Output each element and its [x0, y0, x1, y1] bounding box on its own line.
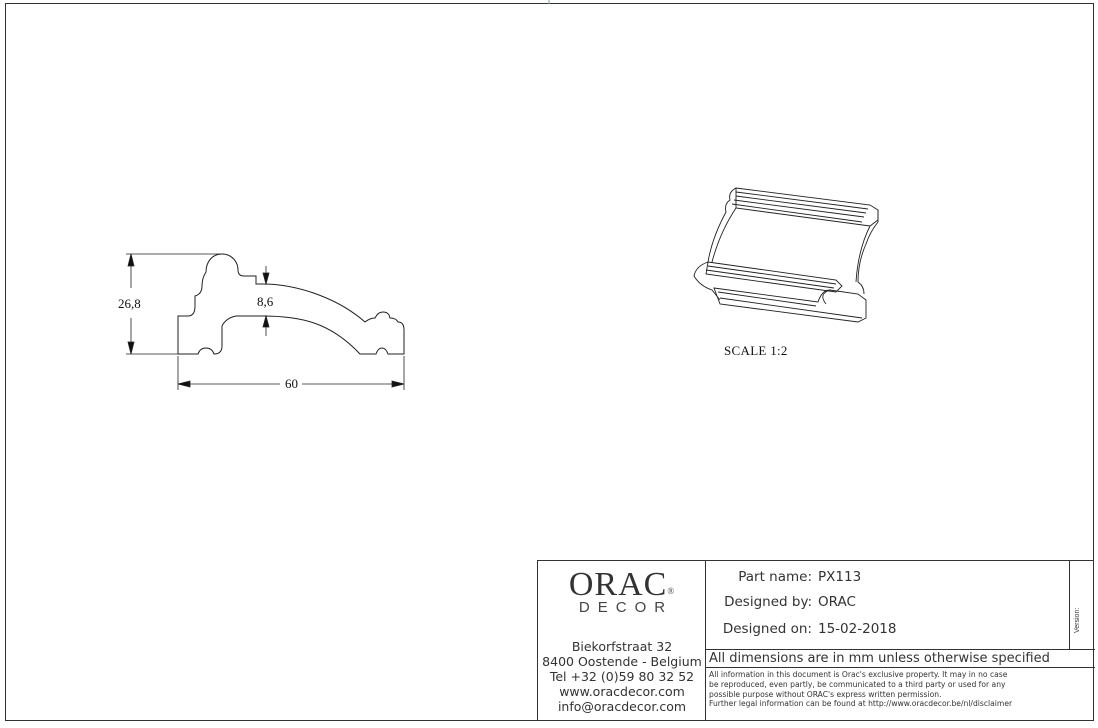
iso-lower-line-1: [708, 266, 836, 284]
height-arrow-top: [128, 254, 134, 266]
designed-on-label: Designed on:: [722, 621, 812, 637]
iso-lower-line-2: [706, 270, 834, 288]
part-name-row: [706, 569, 1070, 594]
part-info: [706, 561, 1070, 649]
designed-by-row: [706, 594, 1070, 619]
iso-bottom-band: [714, 288, 866, 322]
address-email: info@oracdecor.com: [557, 699, 687, 714]
iso-top-line-1: [736, 192, 868, 209]
logo-sub: DECOR: [578, 599, 674, 616]
iso-top-line-3: [734, 200, 864, 217]
iso-left-end: [694, 188, 736, 300]
registered-mark: ®: [667, 586, 676, 596]
legal-line: Further legal information can be found at http://www.oracdecor.be/nl/disclaimer: [709, 699, 1013, 709]
width-arrow-left: [178, 381, 190, 387]
profile-section: [178, 254, 404, 354]
company-address: [538, 639, 706, 714]
orac-decor-logo: [538, 565, 706, 616]
isometric-view: [694, 188, 878, 322]
legal-line: possible purpose without ORAC's express written permission.: [709, 689, 942, 699]
legal-line: be reproduced, even partly, be communicated to a third party or used for any: [709, 679, 1006, 689]
depth-label: 8,6: [257, 294, 274, 309]
logo-main-text: ORAC: [568, 566, 668, 603]
version-label: Version:: [1074, 607, 1081, 633]
designed-on-value: 15-02-2018: [818, 621, 897, 637]
designed-on-row: [706, 621, 1070, 646]
iso-bottom-line-1: [718, 292, 816, 306]
depth-arrow-bottom: [263, 316, 269, 327]
width-arrow-right: [392, 381, 404, 387]
height-label: 26,8: [118, 296, 141, 311]
legal-line: All information in this document is Orac's exclusive property. It may in no case: [709, 670, 1008, 679]
legal-notice: [709, 670, 1093, 709]
iso-top-line-4: [732, 204, 862, 222]
designed-by-label: Designed by:: [724, 594, 812, 610]
iso-top-band: [736, 188, 878, 226]
iso-lower-band: [706, 262, 842, 292]
part-name-value: PX113: [818, 569, 862, 585]
address-street: Biekorfstraat 32: [571, 639, 673, 654]
version-cell: [1070, 561, 1095, 649]
address-phone: Tel +32 (0)59 80 32 52: [549, 669, 695, 684]
depth-arrow-top: [263, 273, 269, 284]
height-arrow-bottom: [128, 342, 134, 354]
address-web: www.oracdecor.com: [559, 684, 685, 699]
iso-bottom-line-2: [720, 298, 862, 318]
profile-outline: [178, 254, 404, 354]
width-label: 60: [285, 376, 298, 391]
designed-by-value: ORAC: [818, 594, 856, 610]
dimensions-note: All dimensions are in mm unless otherwise specified: [706, 649, 1095, 668]
title-block: [537, 560, 1094, 721]
address-city: 8400 Oostende - Belgium: [542, 654, 702, 669]
scale-label: SCALE 1:2: [724, 343, 788, 358]
part-name-label: Part name:: [738, 569, 812, 585]
company-cell: [538, 561, 706, 721]
